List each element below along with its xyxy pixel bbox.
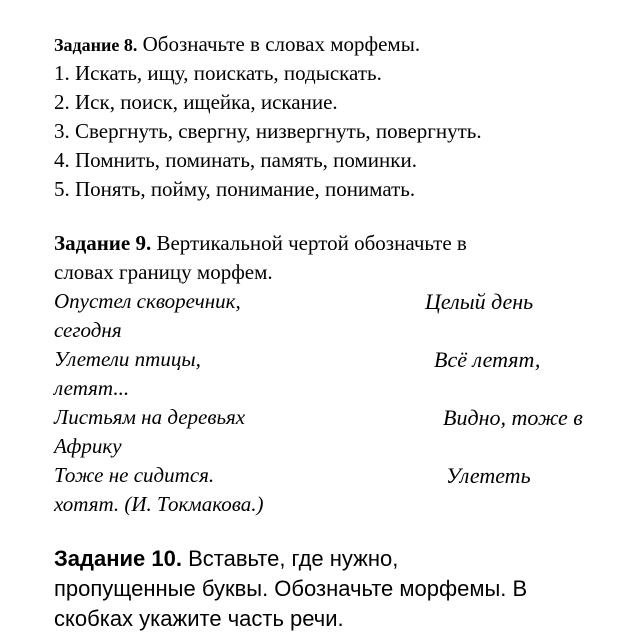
poem-line-1-left: Опустел скворечник,: [54, 289, 241, 313]
task-8-item-1: 1. Искать, ищу, поискать, подыскать.: [54, 61, 382, 85]
task-10-line1: Вставьте, где нужно,: [188, 546, 399, 571]
task-8-item-5: 5. Понять, пойму, понимание, понимать.: [54, 177, 416, 201]
task-9-instruction-line1: Вертикальной чертой обозначьте в: [156, 231, 467, 255]
poem-line-4-cont: хотят. (И. Токмакова.): [54, 492, 264, 516]
poem-line-2-cont: летят...: [54, 376, 130, 400]
task-8-heading: [54, 32, 420, 57]
poem-line-3-cont: Африку: [54, 434, 122, 458]
poem-line-4-right: Улететь: [446, 463, 531, 488]
task-10-heading: [54, 546, 398, 572]
task-8-item-4: 4. Помнить, поминать, память, поминки.: [54, 148, 417, 172]
task-10-line2: пропущенные буквы. Обозначьте морфемы. В: [54, 576, 528, 601]
task-9-label: Задание 9.: [54, 231, 152, 255]
task-9-heading: [54, 231, 467, 256]
poem-line-2-left: Улетели птицы,: [54, 347, 201, 371]
task-9-instruction-line2: словах границу морфем.: [54, 260, 273, 284]
poem-line-3-right: Видно, тоже в: [443, 405, 583, 430]
task-8-item-3: 3. Свергнуть, свергну, низвергнуть, повергнуть.: [54, 119, 482, 143]
poem-line-1-cont: сегодня: [54, 318, 122, 342]
poem-line-3-left: Листьям на деревьях: [54, 405, 246, 429]
task-8-instruction: Обозначьте в словах морфемы.: [142, 32, 421, 56]
task-10-label: Задание 10.: [54, 546, 182, 571]
task-8-label: Задание 8.: [54, 35, 138, 55]
task-8-item-2: 2. Иск, поиск, ищейка, искание.: [54, 90, 338, 114]
poem-line-1-right: Целый день: [425, 289, 534, 314]
task-10-line3: скобках укажите часть речи.: [54, 606, 344, 631]
poem-line-4-left: Тоже не сидится.: [54, 463, 215, 487]
poem-line-2-right: Всё летят,: [434, 347, 541, 372]
